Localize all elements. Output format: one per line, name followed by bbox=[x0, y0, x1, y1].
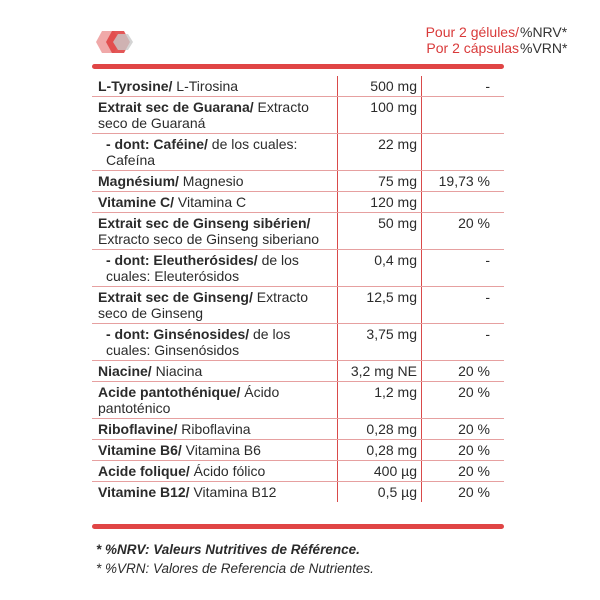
ingredient-name-fr: Magnésium/ bbox=[98, 173, 179, 189]
ingredient-name-fr: Acide pantothénique/ bbox=[98, 384, 241, 400]
amount-column-header bbox=[314, 24, 519, 56]
ingredient-name-fr: - dont: Caféine/ bbox=[106, 136, 208, 152]
ingredient-name bbox=[92, 324, 338, 360]
ingredient-name-es: Magnesio bbox=[178, 173, 244, 189]
ingredient-name bbox=[92, 482, 338, 502]
amount-cell: 100 mg bbox=[338, 97, 422, 133]
amount-cell: 0,5 µg bbox=[338, 482, 422, 502]
nrv-cell bbox=[422, 97, 504, 133]
brand-logo-icon bbox=[96, 31, 136, 53]
ingredient-name bbox=[92, 419, 338, 439]
table-row bbox=[92, 213, 504, 250]
table-row bbox=[92, 134, 504, 171]
ingredient-name-fr: Vitamine C/ bbox=[98, 194, 174, 210]
bottom-divider bbox=[92, 524, 504, 529]
ingredient-name-fr: - dont: Eleutherósides/ bbox=[106, 252, 258, 268]
ingredient-name bbox=[92, 171, 338, 191]
ingredient-name-es: Extracto seco de Guaraná bbox=[98, 99, 309, 131]
ingredient-name-fr: Vitamine B6/ bbox=[98, 442, 182, 458]
table-row bbox=[92, 76, 504, 97]
nrv-header-fr: %NRV* bbox=[520, 24, 568, 40]
table-row bbox=[92, 440, 504, 461]
ingredient-name-es: Vitamina B6 bbox=[181, 442, 261, 458]
ingredient-name-es: de los cuales: Ginsenósidos bbox=[106, 326, 291, 358]
ingredient-name-fr: Vitamine B12/ bbox=[98, 484, 190, 500]
amount-cell: 0,28 mg bbox=[338, 440, 422, 460]
nrv-cell: 20 % bbox=[458, 463, 490, 479]
table-row bbox=[92, 382, 504, 419]
table-row bbox=[92, 287, 504, 324]
ingredient-name bbox=[92, 213, 338, 249]
footnote-nrv: * %NRV: Valeurs Nutritives de Référence. bbox=[96, 542, 360, 557]
nrv-cell: - bbox=[485, 78, 490, 94]
ingredient-name-fr: Riboflavine/ bbox=[98, 421, 178, 437]
ingredient-name-es: Niacina bbox=[151, 363, 203, 379]
table-row bbox=[92, 361, 504, 382]
ingredient-name-fr: Extrait sec de Guarana/ bbox=[98, 99, 254, 115]
ingredient-name bbox=[92, 440, 338, 460]
ingredient-name-fr: - dont: Ginsénosides/ bbox=[106, 326, 250, 342]
amount-cell: 75 mg bbox=[338, 171, 422, 191]
amount-cell: 22 mg bbox=[338, 134, 422, 170]
ingredient-name-fr: Extrait sec de Ginseng/ bbox=[98, 289, 253, 305]
ingredient-name bbox=[92, 76, 338, 96]
nrv-header-es: %VRN* bbox=[520, 40, 568, 56]
table-row bbox=[92, 192, 504, 213]
nutrition-table bbox=[92, 76, 504, 502]
nrv-column-header bbox=[520, 24, 584, 56]
table-row bbox=[92, 250, 504, 287]
ingredient-name bbox=[92, 461, 338, 481]
amount-cell: 3,75 mg bbox=[338, 324, 422, 360]
nrv-cell bbox=[422, 134, 504, 170]
ingredient-name bbox=[92, 287, 338, 323]
amount-cell: 0,28 mg bbox=[338, 419, 422, 439]
ingredient-name-es: Extracto seco de Ginseng bbox=[98, 289, 309, 321]
ingredient-name-es: Riboflavina bbox=[177, 421, 251, 437]
amount-cell: 12,5 mg bbox=[338, 287, 422, 323]
ingredient-name bbox=[92, 97, 338, 133]
amount-cell: 500 mg bbox=[338, 76, 422, 96]
table-row bbox=[92, 324, 504, 361]
amount-cell: 120 mg bbox=[338, 192, 422, 212]
table-row bbox=[92, 482, 504, 502]
table-row bbox=[92, 419, 504, 440]
ingredient-name-es: Vitamina B12 bbox=[189, 484, 277, 500]
ingredient-name-es: Vitamina C bbox=[174, 194, 247, 210]
nrv-cell: 20 % bbox=[458, 215, 490, 231]
nrv-cell bbox=[422, 192, 504, 212]
amount-cell: 400 µg bbox=[338, 461, 422, 481]
ingredient-name bbox=[92, 192, 338, 212]
nrv-cell: 19,73 % bbox=[438, 173, 490, 189]
nrv-cell: - bbox=[485, 289, 490, 305]
ingredient-name-es: Ácido fólico bbox=[189, 463, 266, 479]
ingredient-name bbox=[92, 134, 338, 170]
table-header bbox=[92, 22, 568, 60]
nrv-cell: 20 % bbox=[458, 484, 490, 500]
nrv-cell: - bbox=[485, 326, 490, 342]
ingredient-name-es: L-Tirosina bbox=[172, 78, 239, 94]
amount-header-es: Por 2 cápsulas bbox=[426, 40, 519, 56]
nrv-cell: - bbox=[485, 252, 490, 268]
table-row bbox=[92, 461, 504, 482]
table-row bbox=[92, 171, 504, 192]
ingredient-name-es: de los cuales: Eleuterósidos bbox=[106, 252, 299, 284]
ingredient-name-fr: Extrait sec de Ginseng sibérien/ bbox=[98, 215, 311, 231]
ingredient-name-fr: Niacine/ bbox=[98, 363, 152, 379]
ingredient-name-es: Ácido pantoténico bbox=[98, 384, 280, 416]
amount-cell: 3,2 mg NE bbox=[338, 361, 422, 381]
ingredient-name-es: Extracto seco de Ginseng siberiano bbox=[98, 231, 320, 247]
nrv-cell: 20 % bbox=[458, 363, 490, 379]
nrv-cell: 20 % bbox=[458, 384, 490, 400]
ingredient-name bbox=[92, 250, 338, 286]
ingredient-name-fr: Acide folique/ bbox=[98, 463, 190, 479]
ingredient-name-fr: L-Tyrosine/ bbox=[98, 78, 173, 94]
ingredient-name-es: de los cuales: Cafeína bbox=[106, 136, 298, 168]
amount-cell: 1,2 mg bbox=[338, 382, 422, 418]
amount-cell: 0,4 mg bbox=[338, 250, 422, 286]
nrv-cell: 20 % bbox=[458, 421, 490, 437]
ingredient-name bbox=[92, 361, 338, 381]
table-row bbox=[92, 97, 504, 134]
amount-header-fr: Pour 2 gélules/ bbox=[425, 24, 519, 40]
nrv-cell: 20 % bbox=[458, 442, 490, 458]
footnote-vrn: * %VRN: Valores de Referencia de Nutrientes. bbox=[96, 561, 374, 576]
top-divider bbox=[92, 64, 504, 69]
ingredient-name bbox=[92, 382, 338, 418]
amount-cell: 50 mg bbox=[338, 213, 422, 249]
